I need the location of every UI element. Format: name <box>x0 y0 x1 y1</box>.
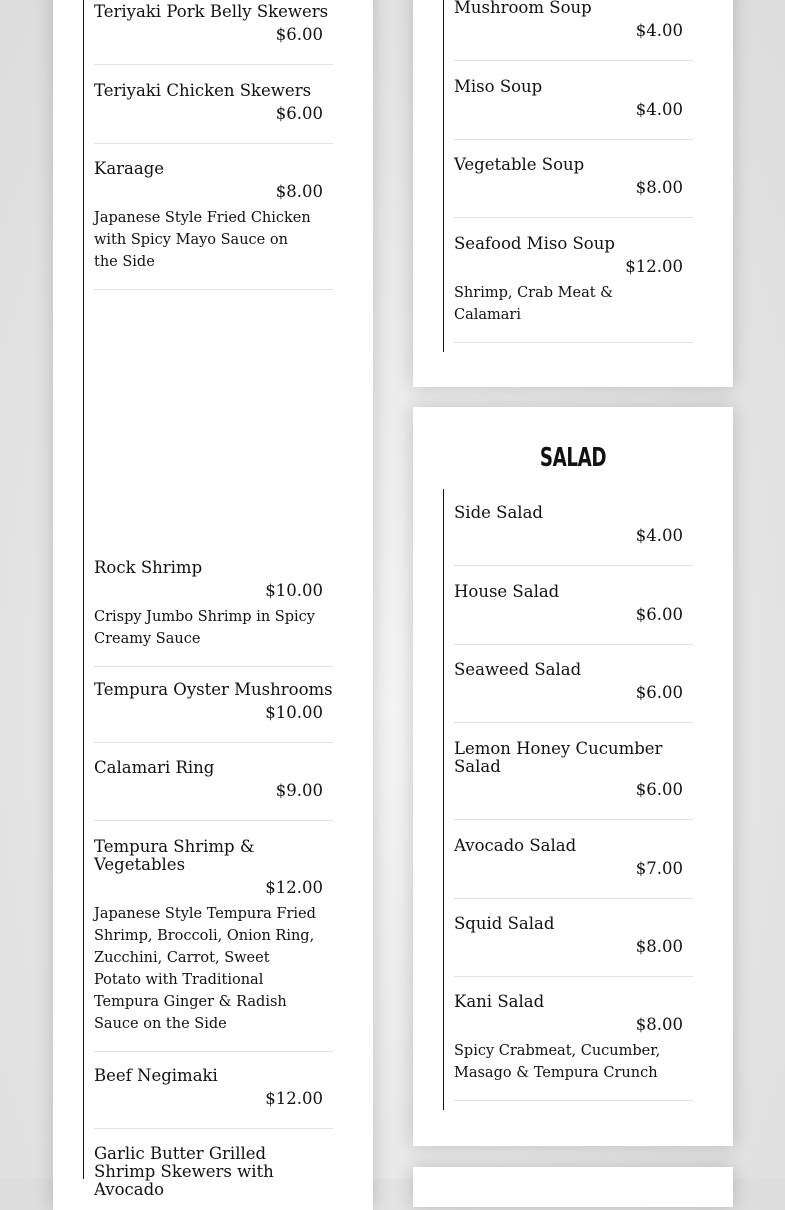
item-name: Teriyaki Chicken Skewers <box>94 81 312 100</box>
item-name: Avocado Salad <box>454 836 577 855</box>
item-price: $6.00 <box>275 104 323 123</box>
item-price: $4.00 <box>635 21 683 40</box>
item-price: $8.00 <box>635 937 683 956</box>
menu-item[interactable] <box>94 82 333 144</box>
item-price: $6.00 <box>635 605 683 624</box>
menu-item[interactable] <box>94 838 333 1052</box>
item-description: Japanese Style Tempura Fried Shrimp, Broccoli, Onion Ring, Zucchini, Carrot, Sweet Potato with Traditional Tempura Ginger & Radish Sauce on the Side <box>94 906 316 1032</box>
item-price: $6.00 <box>635 683 683 702</box>
menu-item[interactable] <box>94 3 333 65</box>
menu-item[interactable] <box>94 1145 333 1199</box>
item-price: $4.00 <box>635 100 683 119</box>
item-price: $6.00 <box>635 780 683 799</box>
menu-item[interactable] <box>454 740 693 820</box>
item-price: $7.00 <box>635 859 683 878</box>
salad-divider-line <box>443 489 444 1110</box>
item-name: Karaage <box>94 159 165 178</box>
section-title-salad: SALAD <box>539 443 607 473</box>
item-name: Lemon Honey Cucumber Salad <box>454 739 663 776</box>
menu-item[interactable] <box>94 759 333 821</box>
menu-item[interactable] <box>454 661 693 723</box>
item-description: Spicy Crabmeat, Cucumber, Masago & Tempura Crunch <box>454 1043 661 1081</box>
item-name: Vegetable Soup <box>454 155 585 174</box>
item-price: $10.00 <box>265 581 323 600</box>
item-name: Garlic Butter Grilled Shrimp Skewers with Avocado <box>94 1144 274 1199</box>
item-description: Shrimp, Crab Meat & Calamari <box>454 285 614 323</box>
item-name: Seaweed Salad <box>454 660 582 679</box>
item-price: $8.00 <box>275 182 323 201</box>
item-name: Rock Shrimp <box>94 558 203 577</box>
menu-item[interactable] <box>454 583 693 645</box>
item-name: Tempura Shrimp & Vegetables <box>94 837 255 874</box>
item-name: House Salad <box>454 582 560 601</box>
item-description: Japanese Style Fried Chicken with Spicy Mayo Sauce on the Side <box>94 210 311 270</box>
menu-item[interactable] <box>94 1067 333 1129</box>
next-menu-card <box>413 1167 733 1207</box>
item-name: Side Salad <box>454 503 543 522</box>
item-name: Kani Salad <box>454 992 545 1011</box>
item-price: $12.00 <box>265 1089 323 1108</box>
item-name: Calamari Ring <box>94 758 215 777</box>
menu-item[interactable] <box>94 160 333 290</box>
menu-item[interactable] <box>94 559 333 667</box>
menu-item[interactable] <box>454 0 693 61</box>
appetizer-divider-line <box>83 0 84 1179</box>
soup-divider-line <box>443 0 444 352</box>
menu-item[interactable] <box>454 504 693 566</box>
item-price: $6.00 <box>275 25 323 44</box>
item-price: $12.00 <box>265 878 323 897</box>
item-name: Teriyaki Pork Belly Skewers <box>94 2 329 21</box>
menu-item[interactable] <box>454 235 693 343</box>
item-name: Mushroom Soup <box>454 0 592 17</box>
menu-item[interactable] <box>454 837 693 899</box>
item-name: Seafood Miso Soup <box>454 234 615 253</box>
menu-item[interactable] <box>454 993 693 1101</box>
item-name: Beef Negimaki <box>94 1066 218 1085</box>
item-name: Tempura Oyster Mushrooms <box>94 680 333 699</box>
item-price: $12.00 <box>625 257 683 276</box>
item-price: $9.00 <box>275 781 323 800</box>
item-name: Squid Salad <box>454 914 555 933</box>
menu-item[interactable] <box>454 78 693 140</box>
item-price: $10.00 <box>265 703 323 722</box>
item-name: Miso Soup <box>454 77 543 96</box>
menu-item[interactable] <box>94 681 333 743</box>
item-price: $4.00 <box>635 526 683 545</box>
menu-item[interactable] <box>454 915 693 977</box>
item-price: $8.00 <box>635 1015 683 1034</box>
menu-item[interactable] <box>454 156 693 218</box>
item-price: $8.00 <box>635 178 683 197</box>
item-description: Crispy Jumbo Shrimp in Spicy Creamy Sauce <box>94 609 315 647</box>
